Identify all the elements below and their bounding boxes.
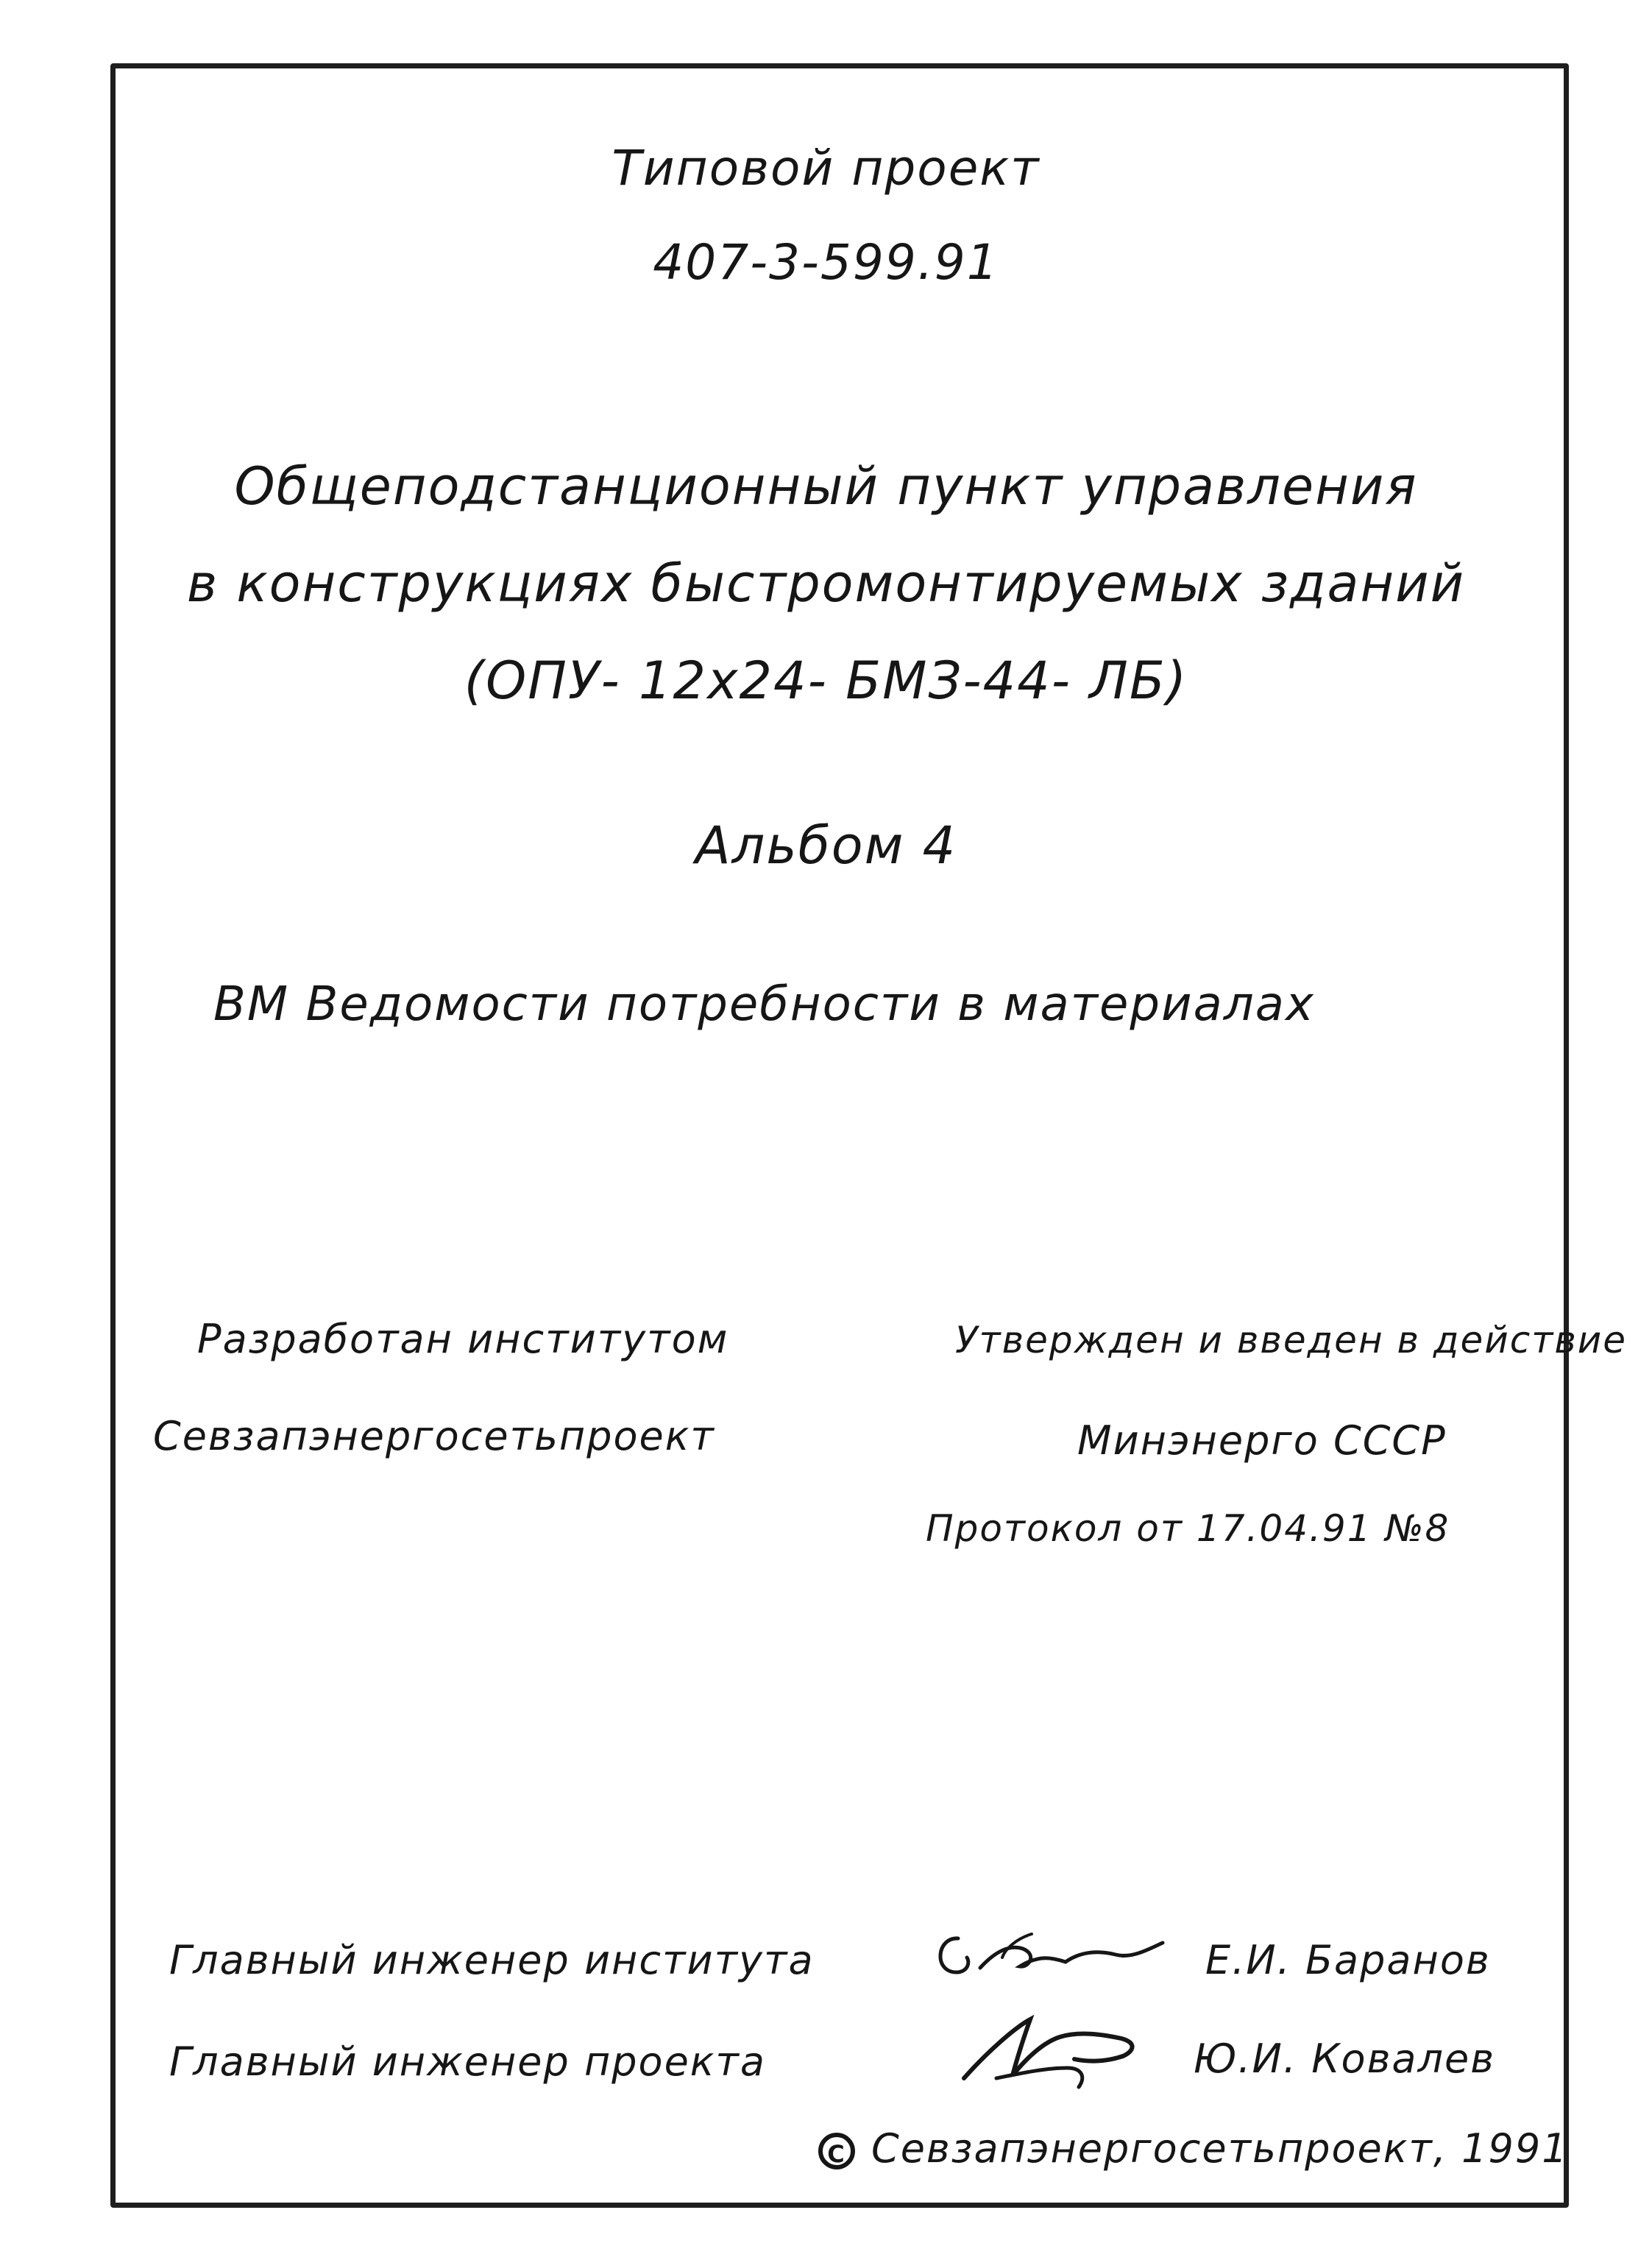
- document-type-label: Типовой проект: [611, 140, 1041, 196]
- developer-name: Севзапэнергосетьпроект: [153, 1413, 715, 1459]
- project-number: 407-3-599.91: [653, 234, 999, 291]
- signature-2: [949, 2008, 1163, 2096]
- page-border: [110, 63, 1569, 2208]
- staff-name-1: Е.И. Баранов: [1205, 1937, 1491, 1983]
- approval-line-1: Утвержден и введен в действие: [955, 1319, 1628, 1361]
- copyright-text: Севзапэнергосетьпроект, 1991: [871, 2125, 1569, 2172]
- album-number: Альбом 4: [695, 815, 957, 876]
- title-line-2: в конструкциях быстромонтируемых зданий: [186, 553, 1466, 614]
- signature-1: [929, 1916, 1171, 1990]
- staff-name-2: Ю.И. Ковалев: [1194, 2036, 1496, 2082]
- title-line-1: Общеподстанционный пункт управления: [234, 456, 1418, 517]
- title-line-3: (ОПУ- 12х24- БМЗ-44- ЛБ): [464, 651, 1188, 711]
- album-subtitle: ВМ Ведомости потребности в материалах: [213, 977, 1315, 1032]
- approval-line-3: Протокол от 17.04.91 №8: [926, 1507, 1450, 1550]
- approval-line-2: Минэнерго СССР: [1077, 1417, 1447, 1464]
- copyright-icon: C: [818, 2133, 855, 2169]
- copyright: [818, 2125, 1569, 2172]
- staff-role-1: Главный инженер института: [169, 1937, 815, 1983]
- developer-label: Разработан институтом: [197, 1316, 729, 1362]
- staff-role-2: Главный инженер проекта: [169, 2038, 766, 2085]
